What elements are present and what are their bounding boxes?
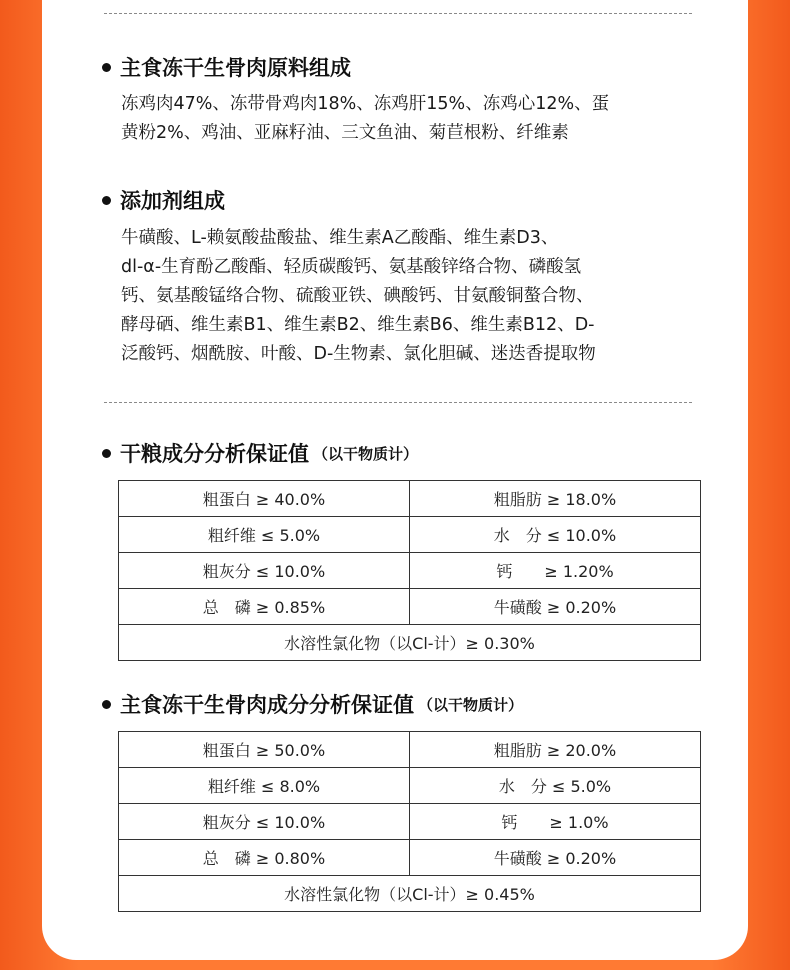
table-row: [119, 553, 701, 589]
table-cell: 牛磺酸 ≥ 0.20%: [410, 840, 701, 876]
section-dry-food-analysis-heading: [102, 438, 418, 468]
text-line: 黄粉2%、鸡油、亚麻籽油、三文鱼油、菊苣根粉、纤维素: [121, 123, 569, 143]
table-cell: 粗脂肪 ≥ 20.0%: [410, 732, 701, 768]
raw-materials-text: [121, 90, 701, 148]
bullet-icon: [102, 63, 111, 72]
table-row: [119, 481, 701, 517]
text-line: 酵母硒、维生素B1、维生素B2、维生素B6、维生素B12、D-: [121, 315, 595, 335]
table-cell: 钙 ≥ 1.0%: [410, 804, 701, 840]
table-row: [119, 732, 701, 768]
table-cell: 钙 ≥ 1.20%: [410, 553, 701, 589]
table-cell: 粗纤维 ≤ 5.0%: [119, 517, 410, 553]
table-row: [119, 876, 701, 912]
section-note: （以干物质计）: [418, 695, 524, 714]
dry-food-analysis-table: [118, 480, 701, 661]
table-row: [119, 517, 701, 553]
section-raw-materials-heading: [102, 52, 351, 82]
table-cell: 总 磷 ≥ 0.85%: [119, 589, 410, 625]
table-row: [119, 768, 701, 804]
text-line: 牛磺酸、L-赖氨酸盐酸盐、维生素A乙酸酯、维生素D3、: [121, 228, 559, 248]
section-additives-heading: [102, 185, 225, 215]
top-divider: [104, 13, 692, 14]
table-cell: 粗灰分 ≤ 10.0%: [119, 804, 410, 840]
table-footer-cell: 水溶性氯化物（以Cl-计）≥ 0.45%: [119, 876, 701, 912]
table-cell: 牛磺酸 ≥ 0.20%: [410, 589, 701, 625]
table-cell: 水 分 ≤ 10.0%: [410, 517, 701, 553]
table-cell: 粗纤维 ≤ 8.0%: [119, 768, 410, 804]
bullet-icon: [102, 449, 111, 458]
section-freeze-dried-analysis-heading: [102, 689, 523, 719]
text-line: 泛酸钙、烟酰胺、叶酸、D-生物素、氯化胆碱、迷迭香提取物: [121, 344, 596, 364]
section-title: 添加剂组成: [120, 189, 225, 213]
table-row: [119, 804, 701, 840]
table-footer-cell: 水溶性氯化物（以Cl-计）≥ 0.30%: [119, 625, 701, 661]
section-title: 主食冻干生骨肉成分分析保证值: [120, 693, 414, 717]
bullet-icon: [102, 196, 111, 205]
mid-divider: [104, 402, 692, 403]
table-cell: 粗灰分 ≤ 10.0%: [119, 553, 410, 589]
section-title: 干粮成分分析保证值: [120, 442, 309, 466]
table-row: [119, 840, 701, 876]
table-cell: 粗蛋白 ≥ 50.0%: [119, 732, 410, 768]
bullet-icon: [102, 700, 111, 709]
table-cell: 水 分 ≤ 5.0%: [410, 768, 701, 804]
section-note: （以干物质计）: [313, 444, 419, 463]
table-cell: 总 磷 ≥ 0.80%: [119, 840, 410, 876]
section-title: 主食冻干生骨肉原料组成: [120, 56, 351, 80]
text-line: dl-α-生育酚乙酸酯、轻质碳酸钙、氨基酸锌络合物、磷酸氢: [121, 257, 582, 277]
table-row: [119, 589, 701, 625]
table-row: [119, 625, 701, 661]
text-line: 冻鸡肉47%、冻带骨鸡肉18%、冻鸡肝15%、冻鸡心12%、蛋: [121, 94, 610, 114]
additives-text: [121, 224, 701, 369]
text-line: 钙、氨基酸锰络合物、硫酸亚铁、碘酸钙、甘氨酸铜螯合物、: [121, 286, 594, 306]
table-cell: 粗脂肪 ≥ 18.0%: [410, 481, 701, 517]
freeze-dried-analysis-table: [118, 731, 701, 912]
table-cell: 粗蛋白 ≥ 40.0%: [119, 481, 410, 517]
